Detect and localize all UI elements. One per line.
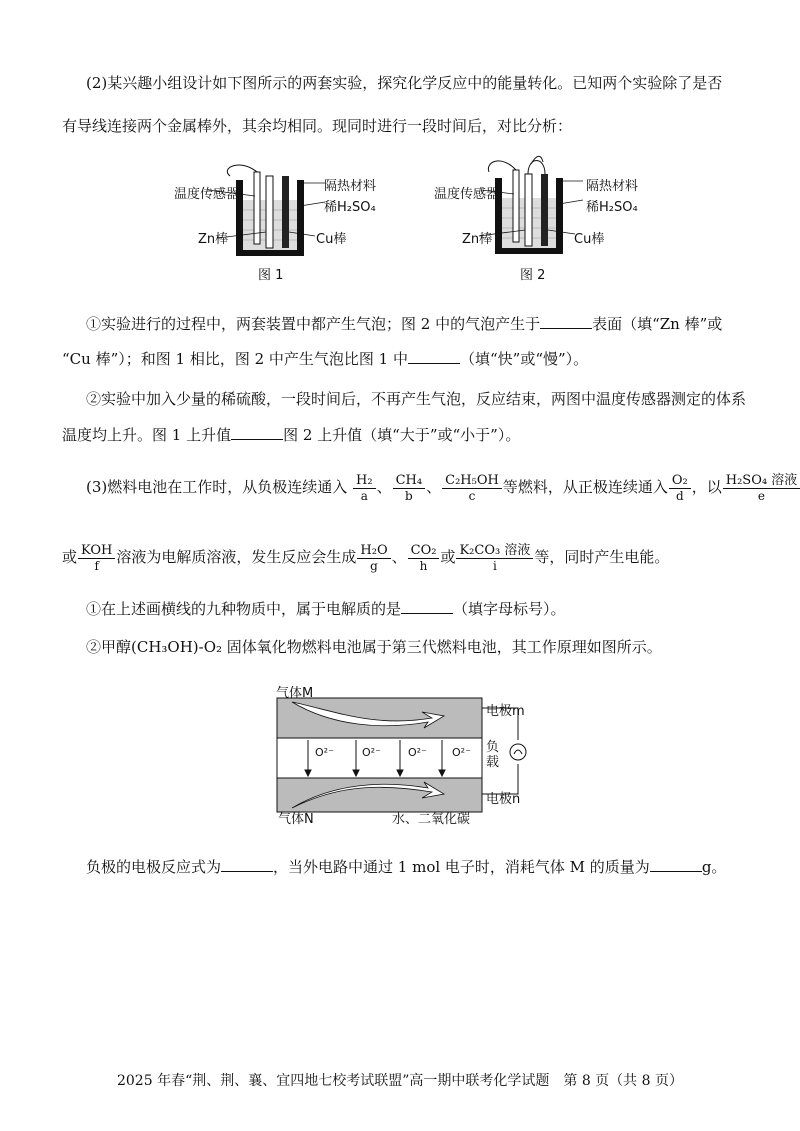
koh-label: f (94, 558, 99, 573)
fig1-sensor-label: 温度传感器 (174, 187, 240, 202)
h2-formula: H₂ (353, 474, 376, 489)
q1-blank-1[interactable] (540, 314, 592, 329)
products-label: 水、二氧化碳 (392, 812, 471, 827)
ion-label-4: O²⁻ (452, 746, 471, 759)
fig2-sensor-label: 温度传感器 (434, 187, 500, 202)
koh-formula: KOH (78, 544, 115, 559)
load-label: 负载 (486, 740, 500, 770)
intro-line-1: (2)某兴趣小组设计如下图所示的两套实验，探究化学反应中的能量转化。已知两个实验除了是否 (86, 74, 723, 92)
q3-2-line: ②甲醇(CH₃OH)-O₂ 固体氧化物燃料电池属于第三代燃料电池，其工作原理如图所示。 (86, 638, 662, 656)
ion-label-2: O²⁻ (362, 746, 381, 759)
k2co3-label: i (492, 558, 497, 573)
c2h5oh-label: c (468, 488, 476, 503)
q1-line-2 (62, 348, 740, 370)
h2so4-label: e (757, 488, 766, 503)
o2-formula: O₂ (669, 474, 691, 489)
frac-koh (78, 544, 115, 573)
q3-text-p4: 或 (62, 548, 78, 566)
k2co3-formula: K₂CO₃ 溶液 (456, 544, 533, 559)
q4-blank-2[interactable] (650, 857, 702, 872)
q3-sep-2: 、 (426, 478, 442, 496)
h2o-label: g (370, 558, 378, 573)
fig2-insulation-label: 隔热材料 (586, 179, 639, 194)
q1-blank-2[interactable] (408, 349, 460, 364)
fig2-caption: 图 2 (520, 268, 546, 283)
ion-label-3: O²⁻ (408, 746, 427, 759)
q3-1-text-a: ①在上述画横线的九种物质中，属于电解质的是 (86, 600, 402, 618)
q4-line (86, 856, 740, 878)
fig2-cu-label: Cu棒 (574, 232, 605, 247)
q2-text-b: 温度均上升。图 1 上升值 (62, 426, 232, 444)
q4-blank-1[interactable] (221, 857, 273, 872)
q3-sep-3: 、 (391, 548, 407, 566)
q3-sep-1: 、 (376, 478, 392, 496)
q3-text-p5: 溶液为电解质溶液，发生反应会生成 (116, 548, 357, 566)
q3-line-1 (86, 470, 798, 504)
ch4-formula: CH₄ (393, 474, 426, 489)
q1-text-d: （填“快”或“慢”）。 (459, 350, 589, 368)
frac-c2h5oh (442, 474, 502, 503)
gas-m-label: 气体M (276, 686, 314, 701)
h2so4-formula: H₂SO₄ 溶液 (723, 474, 800, 489)
q3-line-2 (62, 540, 740, 574)
frac-co2 (408, 544, 440, 573)
electrode-n-label: 电极n (486, 792, 521, 807)
q2-line-1: ②实验中加入少量的稀硫酸，一段时间后，不再产生气泡，反应结束，两图中温度传感器测定的体系 (86, 390, 747, 408)
ch4-label: b (405, 488, 413, 503)
q3-text-p1: (3)燃料电池在工作时，从负极连续通入 (86, 478, 348, 496)
frac-h2 (353, 474, 376, 503)
co2-formula: CO₂ (408, 544, 440, 559)
fig2-acid-label: 稀H₂SO₄ (586, 200, 638, 215)
frac-o2 (669, 474, 691, 503)
ion-label-1: O²⁻ (315, 746, 334, 759)
fig2-zn-label: Zn棒 (462, 232, 493, 247)
frac-h2o (357, 544, 390, 573)
q3-text-p7: 等，同时产生电能。 (534, 548, 670, 566)
q3-1-blank[interactable] (401, 599, 453, 614)
gas-n-label: 气体N (278, 812, 314, 827)
electrode-m-label: 电极m (486, 704, 525, 719)
h2o-formula: H₂O (357, 544, 390, 559)
q2-text-c2: 图 2 上升值（填“大于”或“小于”）。 (283, 426, 521, 444)
h2-label: a (360, 488, 368, 503)
q1-text-a: ①实验进行的过程中，两套装置中都产生气泡；图 2 中的气泡产生于 (86, 315, 541, 333)
q3-text-p3: ，以 (691, 478, 722, 496)
page-footer: 2025 年春“荆、荆、襄、宜四地七校考试联盟”高一期中联考化学试题 第 8 页（共 8 页） (116, 1073, 683, 1089)
fig1-caption: 图 1 (258, 268, 284, 283)
frac-ch4 (393, 474, 426, 503)
q3-text-p6: 或 (440, 548, 456, 566)
q2-line-2 (62, 424, 740, 446)
q1-line-1 (86, 313, 740, 335)
q3-1-text-b: （填字母标号）。 (453, 600, 566, 618)
q4-text-b: ，当外电路中通过 1 mol 电子时，消耗气体 M 的质量为 (273, 858, 650, 876)
fig1-acid-label: 稀H₂SO₄ (324, 200, 376, 215)
c2h5oh-formula: C₂H₅OH (442, 474, 502, 489)
frac-h2so4 (723, 474, 800, 503)
q3-1-line (86, 598, 740, 620)
fig1-insulation-label: 隔热材料 (324, 179, 377, 194)
q1-text-b: 表面（填“Zn 棒”或 (592, 315, 723, 333)
o2-label: d (675, 488, 684, 503)
intro-line-2: 有导线连接两个金属棒外，其余均相同。现同时进行一段时间后，对比分析： (62, 117, 573, 135)
q1-text-c: “Cu 棒”）；和图 1 相比，图 2 中产生气泡比图 1 中 (62, 350, 408, 368)
frac-k2co3 (456, 544, 533, 573)
fig1-zn-label: Zn棒 (198, 232, 229, 247)
co2-label: h (419, 558, 428, 573)
q4-text-c: g。 (701, 858, 727, 876)
q4-text-a: 负极的电极反应式为 (86, 858, 222, 876)
q3-text-p2: 等燃料，从正极连续通入 (502, 478, 668, 496)
fig1-cu-label: Cu棒 (316, 232, 347, 247)
q2-blank[interactable] (231, 425, 283, 440)
